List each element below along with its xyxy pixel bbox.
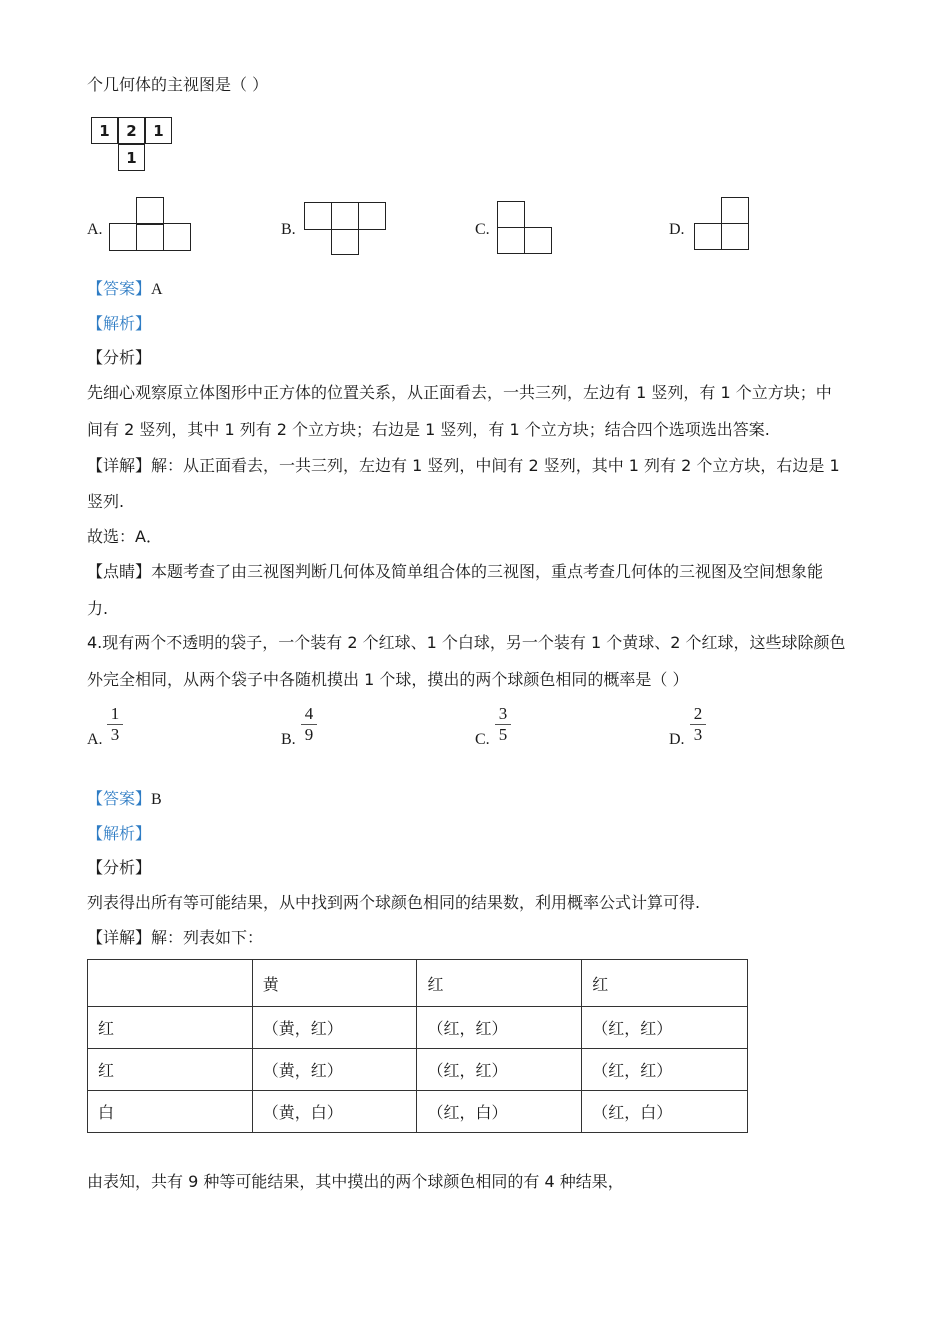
- q4-stem-l1: 4.现有两个不透明的袋子，一个装有 2 个红球、1 个白球，另一个装有 1 个黄球、2 个红球，这些球除颜色: [87, 633, 846, 652]
- table-cell: 黄: [252, 960, 417, 1007]
- table-cell: 红: [582, 960, 748, 1007]
- q3-option-b-label: B.: [281, 221, 296, 238]
- a3-comment-l1: 【点睛】本题考查了由三视图判断几何体及简单组合体的三视图，重点考查几何体的三视图及空间想象能: [87, 562, 824, 581]
- a4-detail: 【详解】解：列表如下：: [87, 928, 264, 947]
- top-view-cell: 1: [145, 117, 172, 144]
- a3-answer-line: [87, 278, 163, 301]
- table-cell: 红: [88, 1007, 253, 1049]
- a3-analysis-l2: 间有 2 竖列，其中 1 列有 2 个立方块；右边是 1 竖列，有 1 个立方块；结合四个选项选出答案.: [87, 420, 770, 439]
- answer-value: B: [151, 791, 162, 808]
- top-view-cell: 1: [118, 144, 145, 171]
- a4-answer-line: [87, 788, 162, 811]
- top-view-cell: 1: [91, 117, 118, 144]
- a4-jiexi-tag: 【解析】: [87, 824, 152, 843]
- q3-option-a-label: A.: [87, 221, 103, 238]
- table-cell: （红，红）: [582, 1049, 748, 1091]
- table-row: [88, 1007, 748, 1049]
- table-cell: （红，红）: [582, 1007, 748, 1049]
- a3-comment-l2: 力.: [87, 599, 109, 618]
- top-view-cell: 2: [118, 117, 145, 144]
- a4-analysis: 列表得出所有等可能结果，从中找到两个球颜色相同的结果数，利用概率公式计算可得.: [87, 893, 701, 912]
- q4-option-b-fraction: 4 9: [301, 705, 317, 744]
- a3-detail-l1: 【详解】解：从正面看去，一共三列，左边有 1 竖列，中间有 2 竖列，其中 1 列有 2 个立方块，右边是 1: [87, 456, 840, 475]
- table-cell: [88, 960, 253, 1007]
- table-cell: （黄，白）: [252, 1091, 417, 1133]
- table-cell: 红: [88, 1049, 253, 1091]
- answer-tag: 【答案】: [87, 789, 152, 808]
- a3-choose: 故选：A．: [87, 527, 162, 546]
- q4-option-a-fraction: 1 3: [107, 705, 123, 744]
- q3-option-d-label: D.: [669, 221, 685, 238]
- q4-stem-l2: 外完全相同，从两个袋子中各随机摸出 1 个球，摸出的两个球颜色相同的概率是（ ）: [87, 670, 689, 689]
- answer-value: A: [151, 281, 163, 298]
- a3-detail-l2: 竖列.: [87, 492, 125, 511]
- table-cell: （红，红）: [417, 1049, 582, 1091]
- table-cell: （红，红）: [417, 1007, 582, 1049]
- table-cell: （红，白）: [582, 1091, 748, 1133]
- q3-option-c-label: C.: [475, 221, 490, 238]
- table-cell: （黄，红）: [252, 1007, 417, 1049]
- table-header-row: [88, 960, 748, 1007]
- q4-option-c-fraction: 3 5: [495, 705, 511, 744]
- q4-option-b-label: B.: [281, 731, 296, 748]
- a3-jiexi-tag: 【解析】: [87, 314, 152, 333]
- q4-option-a-label: A.: [87, 731, 103, 748]
- q4-option-d-label: D.: [669, 731, 685, 748]
- a3-analysis-l1: 先细心观察原立体图形中正方体的位置关系，从正面看去，一共三列，左边有 1 竖列，有 1 个立方块；中: [87, 383, 832, 402]
- table-cell: （黄，红）: [252, 1049, 417, 1091]
- q4-option-c-label: C.: [475, 731, 490, 748]
- table-cell: （红，白）: [417, 1091, 582, 1133]
- a4-fenxi: 【分析】: [87, 858, 152, 877]
- table-cell: 红: [417, 960, 582, 1007]
- q3-stem-tail: 个几何体的主视图是（ ）: [87, 75, 269, 94]
- outcome-table: [87, 959, 748, 1133]
- a3-fenxi: 【分析】: [87, 348, 152, 367]
- a4-conclusion: 由表知，共有 9 种等可能结果，其中摸出的两个球颜色相同的有 4 种结果，: [87, 1172, 624, 1191]
- table-cell: 白: [88, 1091, 253, 1133]
- table-row: [88, 1049, 748, 1091]
- q4-option-d-fraction: 2 3: [690, 705, 706, 744]
- table-row: [88, 1091, 748, 1133]
- answer-tag: 【答案】: [87, 279, 152, 298]
